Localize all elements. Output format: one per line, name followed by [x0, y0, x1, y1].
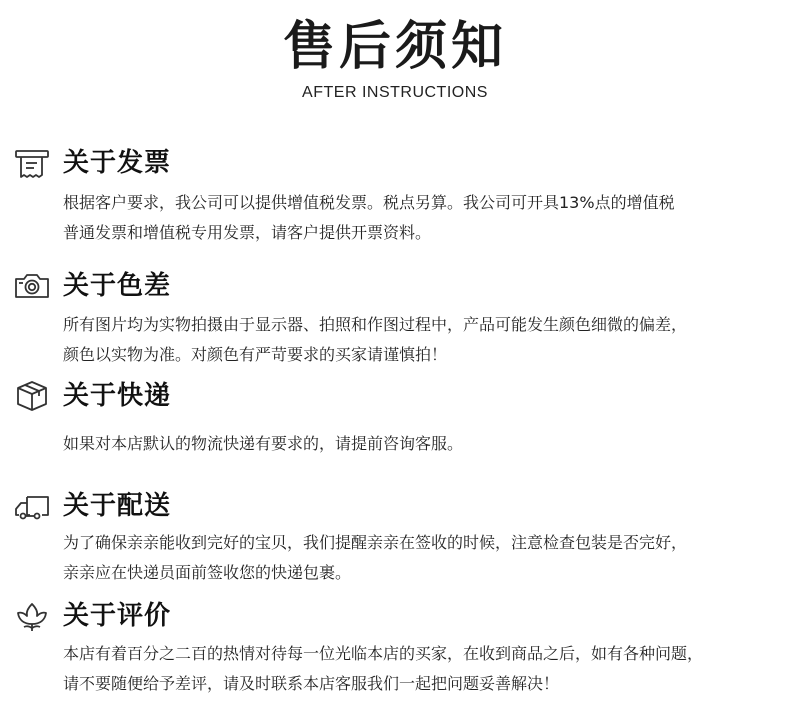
section-invoice [0, 146, 790, 246]
section-body [63, 310, 778, 370]
section-heading: 关于色差 [63, 271, 172, 301]
delivery-truck-icon [14, 491, 50, 523]
section-body [63, 188, 778, 248]
section-body [63, 429, 778, 459]
section-line: 如果对本店默认的物流快递有要求的，请提前咨询客服。 [63, 434, 464, 453]
section-heading: 关于快递 [63, 381, 172, 411]
section-line: 亲亲应在快递员面前签收您的快递包裹。 [63, 563, 352, 582]
section-line: 普通发票和增值税专用发票，请客户提供开票资料。 [63, 223, 432, 242]
section-color-difference [0, 269, 790, 369]
section-line: 请不要随便给予差评，请及时联系本店客服我们一起把问题妥善解决！ [63, 674, 560, 693]
section-line: 为了确保亲亲能收到完好的宝贝，我们提醒亲亲在签收的时候，注意检查包装是否完好， [63, 533, 688, 552]
section-line: 颜色以实物为准。对颜色有严苛要求的买家请谨慎拍！ [63, 345, 448, 364]
section-heading: 关于评价 [63, 601, 172, 631]
section-delivery [0, 489, 790, 589]
section-express [0, 379, 790, 469]
flower-icon [14, 600, 50, 632]
package-icon [14, 380, 50, 412]
section-heading: 关于配送 [63, 491, 172, 521]
section-review [0, 599, 790, 699]
section-body [63, 639, 778, 699]
section-body [63, 528, 778, 588]
page-subtitle: AFTER INSTRUCTIONS [302, 84, 488, 101]
receipt-icon [14, 148, 50, 180]
section-line: 所有图片均为实物拍摄由于显示器、拍照和作图过程中，产品可能发生颜色细微的偏差， [63, 315, 688, 334]
camera-icon [14, 270, 50, 302]
section-line: 本店有着百分之二百的热情对待每一位光临本店的买家，在收到商品之后，如有各种问题， [63, 644, 704, 663]
section-line: 根据客户要求，我公司可以提供增值税发票。税点另算。我公司可开具13%点的增值税 [63, 193, 675, 212]
section-heading: 关于发票 [63, 148, 172, 178]
page-title: 售后须知 [282, 16, 507, 77]
